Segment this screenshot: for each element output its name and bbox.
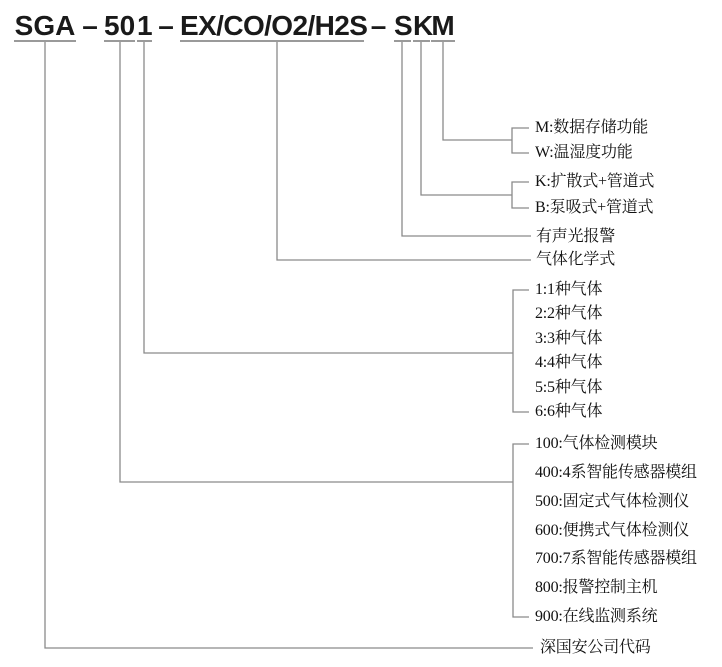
line-function <box>443 41 512 140</box>
label-series-800: 800:报警控制主机 <box>535 579 658 596</box>
dash-separator: – <box>82 10 98 41</box>
label-k-diffusion-duct: K:扩散式+管道式 <box>535 173 655 190</box>
line-gas-formula <box>277 41 531 260</box>
bracket-function <box>512 128 529 153</box>
label-gas-count-6: 6:6种气体 <box>535 403 603 420</box>
model-segment-function-m: M <box>431 10 455 41</box>
label-series-900: 900:在线监测系统 <box>535 608 658 625</box>
label-gas-count-4: 4:4种气体 <box>535 354 603 371</box>
model-segment-series: 50 <box>104 10 136 41</box>
label-company-code: 深国安公司代码 <box>540 639 651 656</box>
model-segment-gas-count: 1 <box>137 10 153 41</box>
label-gas-count-1: 1:1种气体 <box>535 281 603 298</box>
model-segment-function-s: S <box>394 10 413 41</box>
line-series <box>120 41 513 482</box>
label-m-data-storage: M:数据存储功能 <box>535 119 649 136</box>
bracket-gas-count <box>513 290 529 412</box>
label-series-500: 500:固定式气体检测仪 <box>535 493 690 510</box>
dash-separator: – <box>158 10 174 41</box>
line-company-code <box>45 41 533 648</box>
label-series-400: 400:4系智能传感器模组 <box>535 464 697 481</box>
bracket-sampling <box>512 182 529 208</box>
label-gas-count-2: 2:2种气体 <box>535 305 603 322</box>
label-gas-count-3: 3:3种气体 <box>535 330 603 347</box>
model-segment-company-code: SGA <box>14 10 76 41</box>
label-series-100: 100:气体检测模块 <box>535 435 658 452</box>
label-series-700: 700:7系智能传感器模组 <box>535 550 697 567</box>
label-series-600: 600:便携式气体检测仪 <box>535 522 690 539</box>
line-sampling <box>421 41 512 195</box>
line-alarm <box>402 41 531 236</box>
label-b-pump-duct: B:泵吸式+管道式 <box>535 199 654 216</box>
model-segment-gas-types: EX/CO/O2/H2S <box>180 10 368 41</box>
label-sound-light-alarm: 有声光报警 <box>536 228 616 245</box>
dash-separator: – <box>370 10 387 41</box>
model-segment-function-k: K <box>413 10 434 41</box>
line-gas-count <box>144 41 513 353</box>
label-gas-count-5: 5:5种气体 <box>535 379 603 396</box>
bracket-series <box>513 444 529 617</box>
label-gas-formula: 气体化学式 <box>536 251 616 268</box>
label-w-temp-humidity: W:温湿度功能 <box>535 144 633 161</box>
